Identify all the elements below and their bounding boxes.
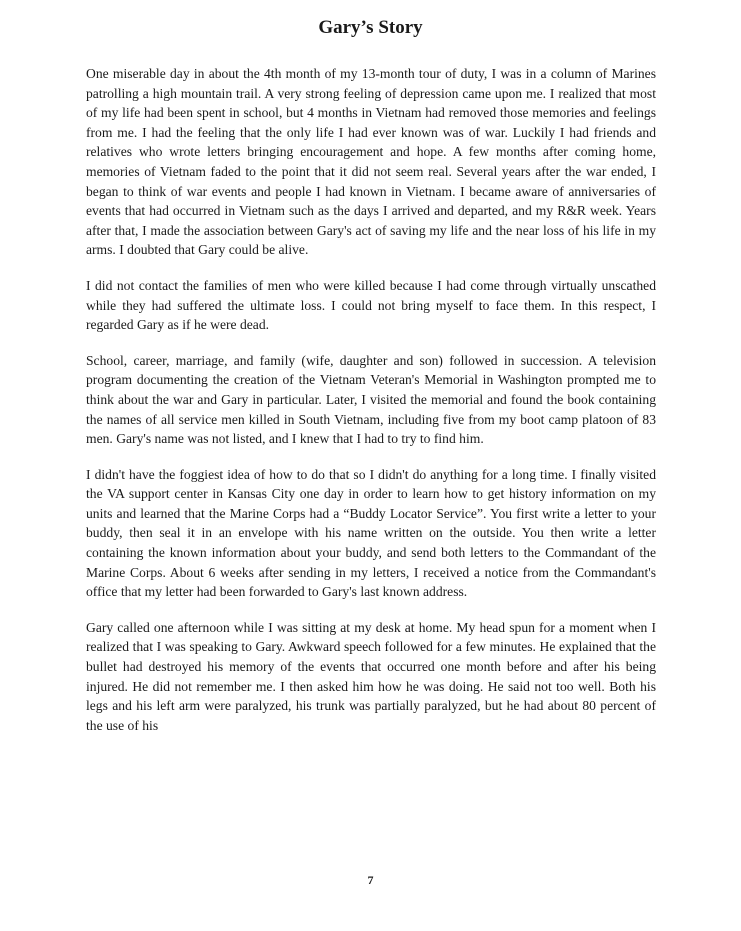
paragraph-4: I didn't have the foggiest idea of how to do that so I didn't do anything for a long time. I finally visited the VA support center in Kansas City one day in order to learn how to get history information on my units and learned that the Marine Corps had a “Buddy Locator Service”. You first write a letter to your buddy, then seal it in an envelope with his name written on the outside. You then write a letter containing the known information about your buddy, and send both letters to the Commandant of the Marine Corps. About 6 weeks after sending in my letters, I received a notice from the Commandant's office that my letter had been forwarded to Gary's last known address. xyxy=(86,466,656,600)
paragraph-2: I did not contact the families of men who were killed because I had come through virtually unscathed while they had suffered the ultimate loss. I could not bring myself to face them. In this respect, I regarded Gary as if he were dead. xyxy=(86,277,656,333)
page-number: 7 xyxy=(367,873,374,887)
paragraph-1: One miserable day in about the 4th month of my 13-month tour of duty, I was in a column of Marines patrolling a high mountain trail. A very strong feeling of depression came upon me. I realized that most of my life had been spent in school, but 4 months in Vietnam had removed those memories and feelings from me. I had the feeling that the only life I had ever known was of war. Luckily I had friends and relatives who wrote letters bringing encouragement and hope. A few months after coming home, memories of Vietnam faded to the point that it did not seem real. Several years after the war ended, I began to think of war events and people I had known in Vietnam. I became aware of anniversaries of events that had occurred in Vietnam such as the days I arrived and departed, and my R&R week. Years after that, I made the association between Gary's act of saving my life and the near loss of his life in my arms. I doubted that Gary could be alive. xyxy=(86,66,656,258)
page-title: Gary’s Story xyxy=(318,17,423,38)
paragraph-5: Gary called one afternoon while I was sitting at my desk at home. My head spun for a moment when I realized that I was speaking to Gary. Awkward speech followed for a few minutes. He explained that the bullet had destroyed his memory of the events that occurred one month before and after his being injured. He did not remember me. I then asked him how he was doing. He said not too well. Both his legs and his left arm were paralyzed, his trunk was partially paralyzed, but he had about 80 percent of the use of his xyxy=(86,619,656,733)
paragraph-3: School, career, marriage, and family (wife, daughter and son) followed in succession. A television program documenting the creation of the Vietnam Veteran's Memorial in Washington prompted me to think about the war and Gary in particular. Later, I visited the memorial and found the book containing the names of all service men killed in South Vietnam, including five from my boot camp platoon of 83 men. Gary's name was not listed, and I knew that I had to try to find him. xyxy=(86,352,656,447)
story-body xyxy=(86,64,656,751)
